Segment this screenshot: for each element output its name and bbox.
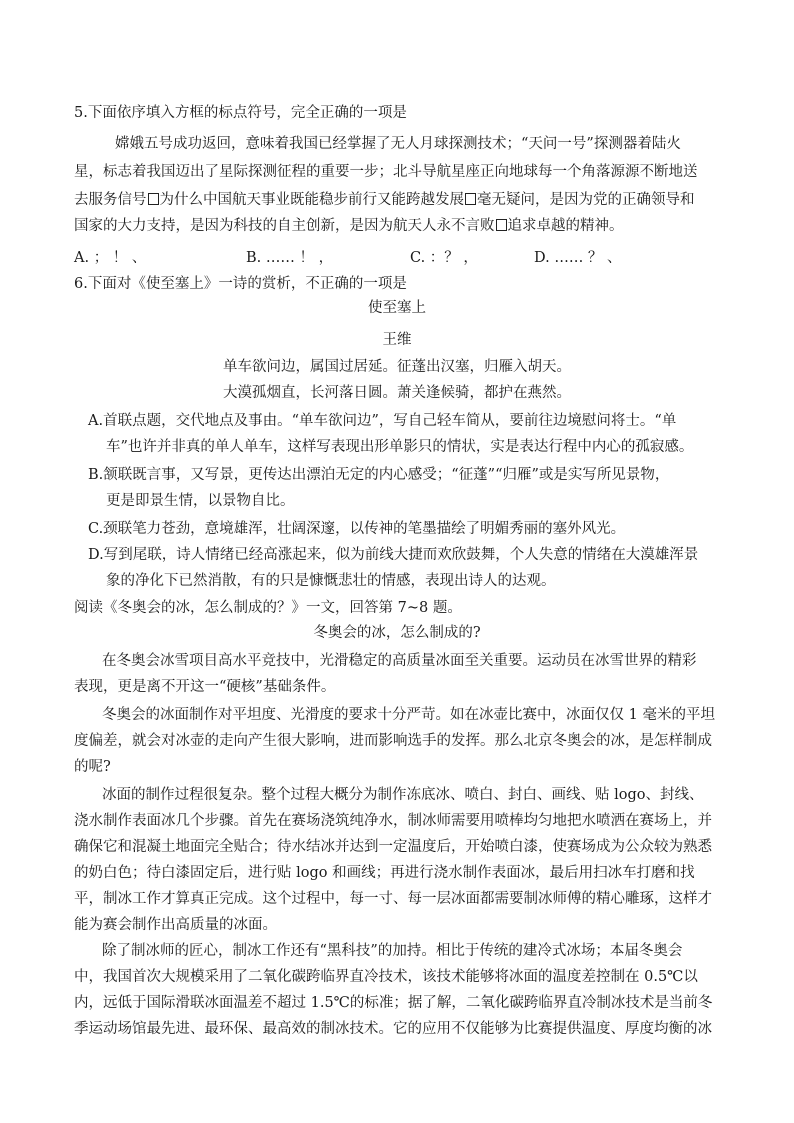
- q6-option-d-cont: 象的净化下已然消散，有的只是慷慨悲壮的情感，表现出诗人的达观。: [106, 573, 556, 589]
- text-segment: 追求卓越的精神。: [507, 218, 624, 234]
- article-paragraph: 确保它和混凝土地面完全贴合；待水结冰并达到一定温度后，开始喷白漆，使赛场成为公众较为熟悉: [74, 839, 712, 855]
- text-segment: 为什么中国航天事业既能稳步前行又能跨越发展: [159, 192, 464, 208]
- article-paragraph: 平，制冰工作才算真正完成。这个过程中，每一寸、每一层冰面都需要制冰师傅的精心雕琢，这样才: [74, 891, 712, 907]
- q6-option-b: B.颔联既言事，又写景，更传达出漂泊无定的内心感受；“征蓬”“归雁”或是实写所见景物，: [88, 467, 670, 483]
- article-paragraph: 能为赛会制作出高质量的冰面。: [74, 917, 277, 933]
- article-title: 冬奥会的冰，怎么制成的?: [313, 625, 481, 641]
- article-paragraph: 除了制冰师的匠心，制冰工作还有“黑科技”的加持。相比于传统的建冷式冰场；本届冬奥会: [102, 943, 683, 959]
- article-paragraph: 的呢?: [74, 759, 111, 775]
- article-paragraph: 浇水制作表面冰几个步骤。首先在赛场浇筑纯净水，制冰师需要用喷棒均匀地把水喷洒在赛场上，并: [74, 813, 712, 829]
- text-segment: 去服务信号: [74, 192, 147, 208]
- q5-option-c: C. ：？ ，: [410, 250, 478, 266]
- q6-option-d: D.写到尾联，诗人情绪已经高涨起来，似为前线大捷而欢欣鼓舞，个人失意的情绪在大漠雄浑景: [88, 547, 699, 563]
- q6-option-c: C.颈联笔力苍劲，意境雄浑，壮阔深邃，以传神的笔墨描绘了明媚秀丽的塞外风光。: [88, 521, 626, 537]
- article-paragraph: 冬奥会的冰面制作对平坦度、光滑度的要求十分严苛。如在冰壶比赛中，冰面仅仅 1 毫米的平坦: [102, 707, 715, 723]
- article-paragraph: 中，我国首次大规模采用了二氧化碳跨临界直冷技术，该技术能够将冰面的温度差控制在 0.5℃以: [74, 969, 698, 985]
- q5-passage-line: 嫦娥五号成功返回，意味着我国已经掌握了无人月球探测技术；“天问一号”探测器着陆火: [115, 136, 681, 152]
- q5-passage-line: [74, 190, 695, 210]
- poem-line: 大漠孤烟直，长河落日圆。萧关逢候骑，都护在燕然。: [223, 385, 571, 401]
- q5-option-a: A. ； ！ 、: [74, 250, 147, 266]
- article-paragraph: 的奶白色；待白漆固定后，进行贴 logo 和画线；再进行浇水制作表面冰，最后用扫冰车打磨和找: [74, 865, 695, 881]
- blank-box: [496, 219, 507, 231]
- q6-option-a: A.首联点题，交代地点及事由。“单车欲问边”，写自己轻车简从，要前往边境慰问将士。“单: [88, 413, 677, 429]
- poem-title: 使至塞上: [368, 300, 426, 316]
- q5-stem: 5.下面依序填入方框的标点符号，完全正确的一项是: [74, 105, 407, 121]
- text-segment: 国家的大力支持，是因为科技的自主创新，是因为航天人永不言败: [74, 218, 495, 234]
- article-paragraph: 季运动场馆最先进、最环保、最高效的制冰技术。它的应用不仅能够为比赛提供温度、厚度均衡的冰: [74, 1021, 712, 1037]
- q6-stem: 6.下面对《使至塞上》一诗的赏析，不正确的一项是: [74, 276, 407, 292]
- q5-option-d: D. …… ？ 、: [534, 250, 622, 266]
- poem-author: 王维: [382, 332, 412, 348]
- q5-passage-line: [74, 216, 624, 236]
- text-segment: 毫无疑问，是因为党的正确领导和: [477, 192, 695, 208]
- article-paragraph: 冰面的制作过程很复杂。整个过程大概分为制作冻底冰、喷白、封白、画线、贴 logo、封线、: [102, 787, 704, 803]
- article-paragraph: 度偏差，就会对冰壶的走向产生很大影响，进而影响选手的发挥。那么北京冬奥会的冰，是怎样制成: [74, 733, 712, 749]
- blank-box: [465, 193, 476, 205]
- article-paragraph: 在冬奥会冰雪项目高水平竞技中，光滑稳定的高质量冰面至关重要。运动员在冰雪世界的精彩: [102, 653, 697, 669]
- poem-line: 单车欲问边，属国过居延。征蓬出汉塞，归雁入胡天。: [223, 359, 571, 375]
- article-paragraph: 内，远低于国际滑联冰面温差不超过 1.5℃的标准；据了解，二氧化碳跨临界直冷制冰技术是当前冬: [74, 995, 713, 1011]
- q6-option-b-cont: 更是即景生情，以景物自比。: [106, 493, 295, 509]
- article-paragraph: 表现，更是离不开这一“硬核”基础条件。: [74, 679, 336, 695]
- q5-passage-line: 星，标志着我国迈出了星际探测征程的重要一步；北斗导航星座正向地球每一个角落源源不断地送: [74, 164, 698, 180]
- blank-box: [148, 193, 159, 205]
- q5-option-b: B. …… ！ ，: [246, 250, 334, 266]
- reading-intro: 阅读《冬奥会的冰，怎么制成的？》一文，回答第 7~8 题。: [74, 600, 462, 616]
- q6-option-a-cont: 车”也许并非真的单人单车，这样写表现出形单影只的情状，实是表达行程中内心的孤寂感。: [106, 439, 694, 455]
